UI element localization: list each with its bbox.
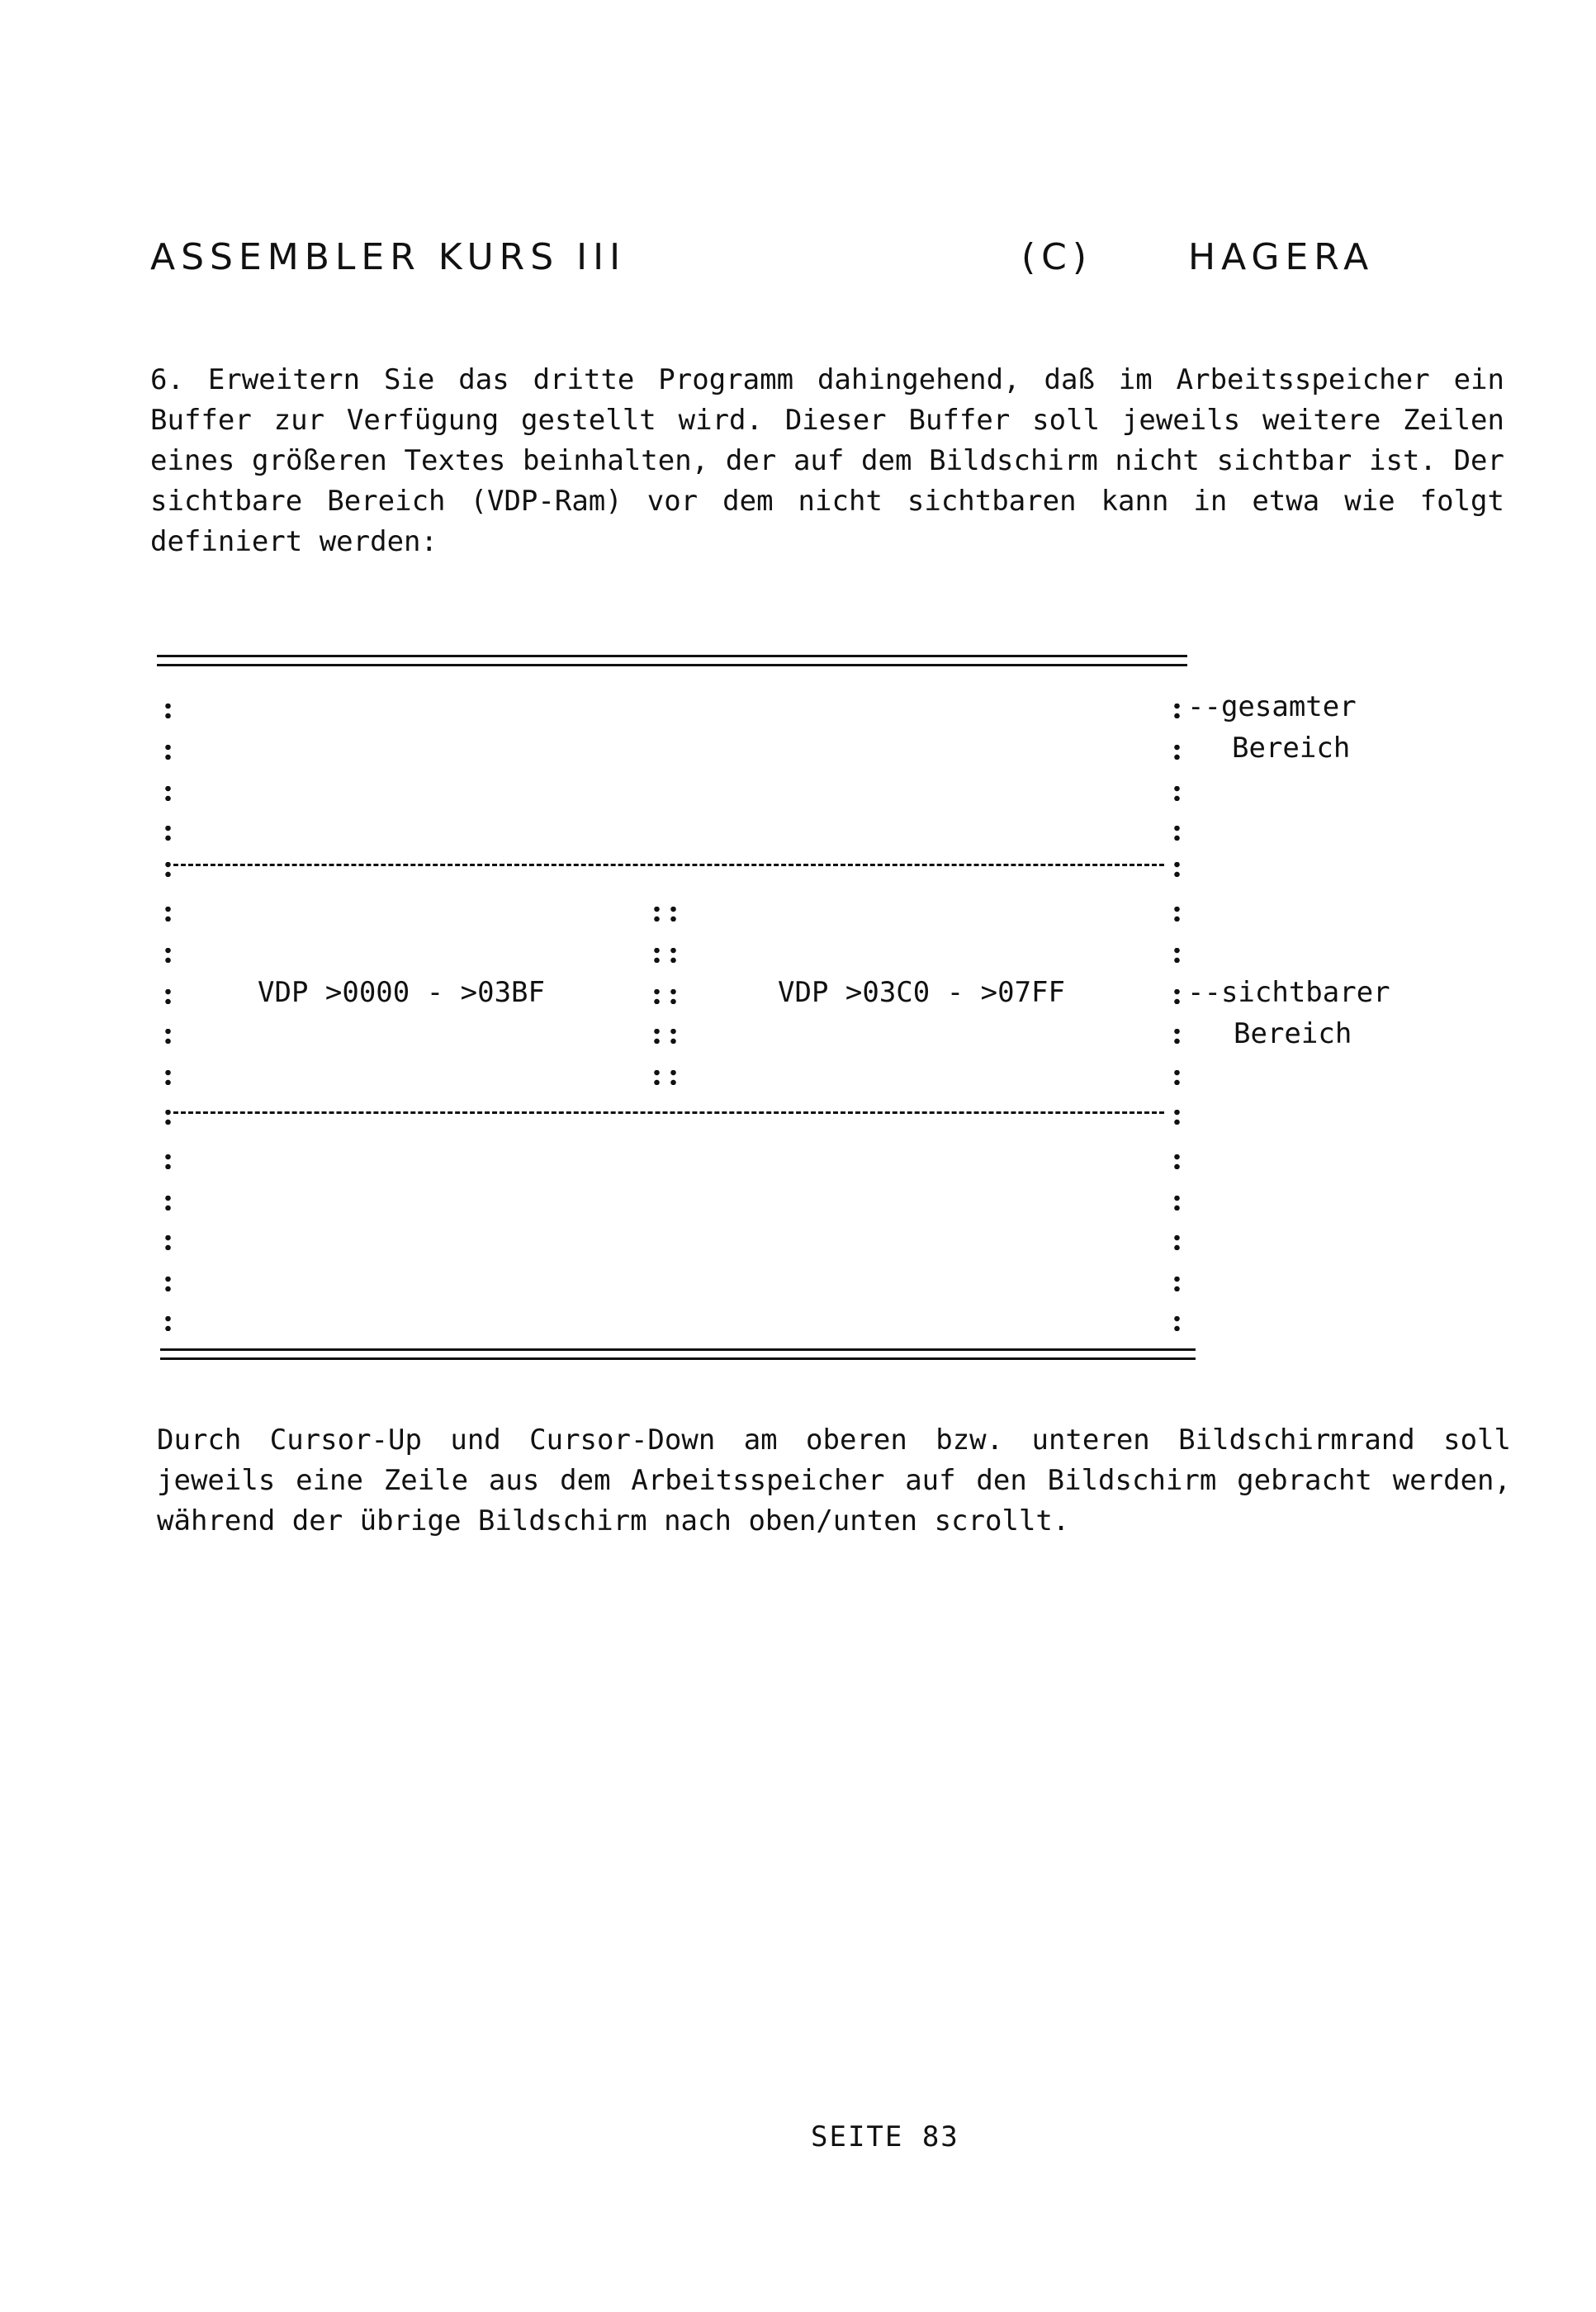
exercise-text: 6. Erweitern Sie das dritte Programm dahingehend, daß im Arbeitsspeicher ein Buffer zur Verfügung gestellt wird. Dieser Buffer soll jeweils weitere Zeilen eines größeren Textes beinhalten, der auf dem Bildschirm nicht sichtbar ist. Der sichtbare Bereich (VDP-Ram) vor dem nicht sichtbaren kann in etwa wie folgt definiert werden: [150,363,1504,558]
visible-area-top-line [173,864,1164,866]
page-number: SEITE 83 [811,2120,959,2153]
copyright-mark: (C) [1021,236,1093,278]
vdp-range-left: VDP >0000 - >03BF [258,976,545,1009]
author-name: HAGERA [1188,236,1375,278]
diagram-top-border [157,655,1187,666]
total-area-label-2: Bereich [1232,732,1351,765]
diagram-bottom-border [160,1348,1196,1360]
visible-area-bottom-line [173,1111,1164,1114]
explanation-text: Durch Cursor-Up und Cursor-Down am oberen bzw. unteren Bildschirmrand soll jeweils eine Zeile aus dem Arbeitsspeicher auf den Bildschirm gebracht werden, während der übrige Bildschirm nach oben/unten scrollt. [157,1424,1511,1537]
visible-area-label: --sichtbarer [1187,976,1390,1009]
vdp-range-right: VDP >03C0 - >07FF [778,976,1065,1009]
visible-area-label-2: Bereich [1234,1017,1352,1050]
course-title: ASSEMBLER KURS III [150,236,627,278]
page-header [150,233,1438,282]
total-area-label: --gesamter [1187,690,1357,723]
